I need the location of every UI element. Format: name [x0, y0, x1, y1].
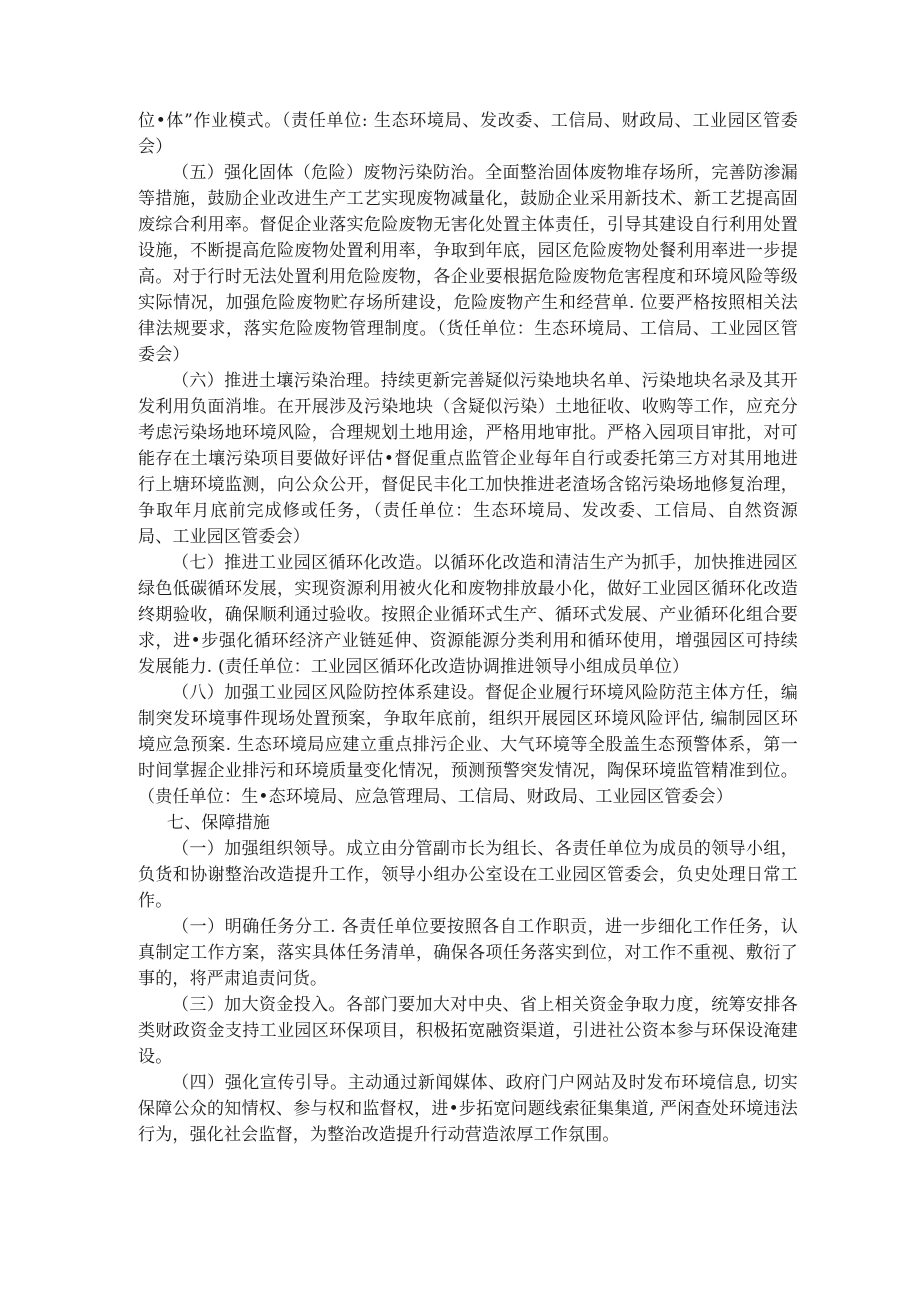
paragraph-risk-prevention: （八）加强工业园区风险防控体系建设。督促企业履行环境风险防范主体方任，编制突发环境事件现场处置预案，争取年底前，组织开展园区环境风险评估, 编制园区环境应急预案. 生态环境局应建立重点排污企业、大气环境等全股盖生态预警体系，第一时间掌握企业排污和环境质量变化情况，预测预警突发情况，陶保环境监管精准到位。（贵任单位：生•态环境局、应急管理局、工信局、财政局、工业园区管委会）	[138, 683, 798, 807]
paragraph-measure-leadership: （一）加强组织领导。成立由分管副市长为组长、各责任单位为成员的领导小组，负货和协谢整治改造提升工作，领导小组办公室设在工业园区管委会，负史处理日常工作。	[138, 839, 798, 911]
paragraph-soil-pollution: （六）推进土壤污染治理。持续更新完善疑似污染地块名单、污染地块名录及其开发利用负面消堆。在开展涉及污染地块（含疑似污染）土地征收、收购等工作，应充分考虑污染场地环境风险，合理规划土地用途，严格用地审批。严格入园项目审批，对可能存在土壤污染项目要做好评估•督促重点监管企业每年自行或委托第三方对其用地进行上塘环境监测，向公众公开，督促民丰化工加快推进老渣场含铭污染场地修复治理，争取年月底前完成修或任务，（责任单位：生态环境局、发改委、工信局、自然资源局、工业园区管委会）	[138, 371, 798, 547]
paragraph-circular-economy: （七）推进工业园区循环化改造。以循环化改造和清洁生产为抓手，加快推进园区绿色低碳循环发展，实现资源利用被火化和废物排放最小化，做好工业园区循环化改造终期验收，确保顺利通过验收。按照企业循环式生产、循环式发展、产业循环化组合要求，进•步强化循环经济产业链延伸、资源能源分类利用和循环使用，增强园区可持续发展能力. (责任单位：工业园区循环化改造协调推进领导小组成员单位）	[138, 553, 798, 677]
paragraph-measure-funding: （三）加大资金投入。各部门要加大对中央、省上相关资金争取力度，统筹安排各类财政资金支持工业园区环保项目，积极拓宽融资渠道，引进社公资本参与环保设淹建设。	[138, 995, 798, 1067]
paragraph-measure-division: （一）明确任务分工. 各责任单位要按照各自工作职贡，进一步细化工作任务，认真制定工作方案，落实具体任务清单，确保各项任务落实到位，对工作不重视、敷衍了事的，将严肃追责问货。	[138, 917, 798, 989]
section-heading: 七、保障措施	[166, 813, 271, 833]
document-body	[138, 108, 798, 1148]
paragraph-solid-waste: （五）强化固体（危险）废物污染防治。全面整治固体废物堆存场所，完善防渗漏等措施，鼓励企业改进生产工艺实现废物减量化，鼓励企业采用新技术、新工艺提高固废综合利用率。督促企业落实危险废物无害化处置主体责任，引导其建设自行利用处置设施，不断提高危险废物处置利用率，争取到年底，园区危险废物处餐利用率进一步提高。对于行时无法处置利用危险废物，各企业要根据危险废物危害程度和环境风险等级实际情况，加强危险废物贮存场所建设，危险废物产生和经营单. 位要严格按照相关法律法规要求，落实危险废物管理制度。（货任单位：生态环境局、工信局、工业园区管委会）	[138, 163, 798, 365]
paragraph-measure-publicity: （四）强化宣传引导。主动通过新闻媒体、政府门户网站及时发布环境信息, 切实保障公众的知情权、参与权和监督权，进•步拓宽问题线索征集集道, 严闲查处环境违法行为，强化社会监督，为整治改造提升行动营造浓厚工作氛围。	[138, 1073, 798, 1145]
paragraph-continuation: 位•体”作业模式。（责任单位: 生态环境局、发改委、工信局、财政局、工业园区管委会）	[138, 111, 798, 157]
